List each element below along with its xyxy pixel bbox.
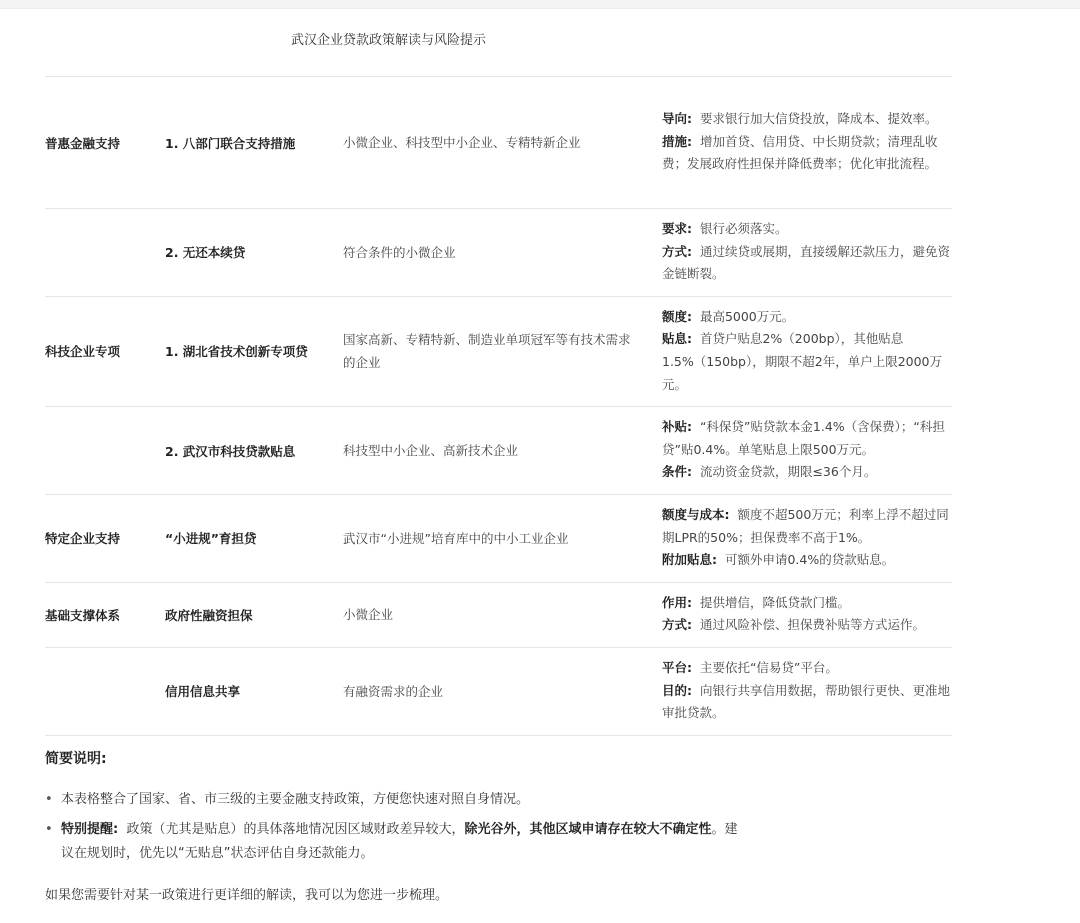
detail-label: 贴息: bbox=[662, 331, 692, 347]
detail-text: 银行必须落实。 bbox=[699, 221, 788, 236]
table-row bbox=[45, 582, 952, 647]
note-emphasis: 除光谷外，其他区域申请存在较大不确定性 bbox=[464, 822, 712, 837]
footer-text: 如果您需要针对某一政策进行更详细的解读，我可以为您进一步梳理。 bbox=[45, 888, 449, 903]
detail-text: 增加首贷、信用贷、中长期贷款；清理乱收费；发展政府性担保并降低费率；优化审批流程。 bbox=[662, 133, 938, 172]
table-row bbox=[45, 296, 952, 406]
detail-text: 要求银行加大信贷投放，降成本、提效率。 bbox=[699, 111, 938, 127]
detail-text: 通过续贷或展期，直接缓解还款压力，避免资金链断裂。 bbox=[662, 243, 950, 282]
detail-cell bbox=[662, 582, 952, 647]
detail-label: 目的: bbox=[662, 682, 692, 698]
summary-heading: 简要说明: bbox=[45, 751, 107, 767]
detail-label: 条件: bbox=[662, 464, 692, 480]
table-row bbox=[45, 494, 952, 582]
detail-label: 补贴: bbox=[662, 419, 692, 435]
detail-text: “科保贷”贴贷款本金1.4%（含保费）；“科担贷”贴0.4%。单笔贴息上限500万元。 bbox=[662, 419, 945, 457]
note-text: 本表格整合了国家、省、市三级的主要金融支持政策，方便您快速对照自身情况。 bbox=[61, 792, 530, 807]
detail-label: 附加贴息: bbox=[662, 552, 717, 568]
category-cell: 基础支撑体系 bbox=[45, 582, 165, 647]
detail-label: 措施: bbox=[662, 133, 692, 149]
detail-text: 流动资金贷款，期限≤36个月。 bbox=[699, 464, 877, 480]
policy-cell: 1. 八部门联合支持措施 bbox=[165, 77, 343, 209]
detail-label: 方式: bbox=[662, 617, 692, 633]
detail-cell bbox=[662, 296, 952, 406]
detail-text: 提供增信，降低贷款门槛。 bbox=[699, 594, 850, 610]
category-cell bbox=[45, 647, 165, 735]
detail-label: 额度与成本: bbox=[662, 506, 730, 522]
detail-text: 最高5000万元。 bbox=[699, 308, 795, 324]
table-row bbox=[45, 209, 952, 297]
detail-label: 方式: bbox=[662, 243, 692, 259]
target-cell: 小微企业、科技型中小企业、专精特新企业 bbox=[343, 77, 662, 209]
policy-cell: 1. 湖北省技术创新专项贷 bbox=[165, 296, 343, 406]
note-label: 特别提醒: bbox=[61, 822, 119, 837]
detail-cell bbox=[662, 647, 952, 735]
detail-cell bbox=[662, 77, 952, 209]
list-item bbox=[45, 788, 745, 812]
policy-cell: 2. 无还本续贷 bbox=[165, 209, 343, 297]
detail-text: 通过风险补偿、担保费补贴等方式运作。 bbox=[699, 617, 925, 633]
bullet-icon: • bbox=[45, 822, 53, 837]
category-cell bbox=[45, 209, 165, 297]
category-cell bbox=[45, 407, 165, 495]
category-cell: 普惠金融支持 bbox=[45, 77, 165, 209]
detail-label: 额度: bbox=[662, 308, 692, 324]
detail-text: 额度不超500万元；利率上浮不超过同期LPR的50%；担保费率不高于1%。 bbox=[662, 506, 949, 545]
target-cell: 国家高新、专精特新、制造业单项冠军等有技术需求的企业 bbox=[343, 296, 662, 406]
table-caption: 武汉企业贷款政策解读与风险提示 bbox=[291, 33, 487, 48]
table-row bbox=[45, 647, 952, 735]
table-row bbox=[45, 407, 952, 495]
bullet-icon: • bbox=[45, 792, 53, 807]
table-row bbox=[45, 77, 952, 209]
detail-text: 向银行共享信用数据，帮助银行更快、更准地审批贷款。 bbox=[662, 682, 950, 721]
target-cell: 科技型中小企业、高新技术企业 bbox=[343, 407, 662, 495]
detail-label: 要求: bbox=[662, 221, 692, 236]
policy-cell: 信用信息共享 bbox=[165, 647, 343, 735]
detail-label: 导向: bbox=[662, 111, 692, 127]
category-cell: 特定企业支持 bbox=[45, 494, 165, 582]
detail-cell bbox=[662, 209, 952, 297]
notes-list bbox=[45, 788, 745, 872]
note-text: 。建议在规划时，优先以“无贴息”状态评估自身还款能力。 bbox=[61, 822, 738, 861]
target-cell: 有融资需求的企业 bbox=[343, 647, 662, 735]
detail-cell bbox=[662, 494, 952, 582]
category-cell: 科技企业专项 bbox=[45, 296, 165, 406]
detail-label: 平台: bbox=[662, 659, 692, 675]
top-bar bbox=[0, 0, 1080, 9]
policy-cell: 政府性融资担保 bbox=[165, 582, 343, 647]
detail-text: 首贷户贴息2%（200bp），其他贴息1.5%（150bp），期限不超2年，单户上限2000万元。 bbox=[662, 331, 942, 392]
detail-cell bbox=[662, 407, 952, 495]
target-cell: 符合条件的小微企业 bbox=[343, 209, 662, 297]
detail-text: 可额外申请0.4%的贷款贴息。 bbox=[724, 552, 895, 568]
policy-cell: “小进规”育担贷 bbox=[165, 494, 343, 582]
list-item bbox=[45, 818, 745, 866]
policy-cell: 2. 武汉市科技贷款贴息 bbox=[165, 407, 343, 495]
target-cell: 小微企业 bbox=[343, 582, 662, 647]
note-text: 政策（尤其是贴息）的具体落地情况因区域财政差异较大， bbox=[126, 822, 465, 837]
policy-table bbox=[45, 76, 952, 736]
target-cell: 武汉市“小进规”培育库中的中小工业企业 bbox=[343, 494, 662, 582]
detail-text: 主要依托“信易贷”平台。 bbox=[699, 659, 838, 675]
detail-label: 作用: bbox=[662, 594, 692, 610]
